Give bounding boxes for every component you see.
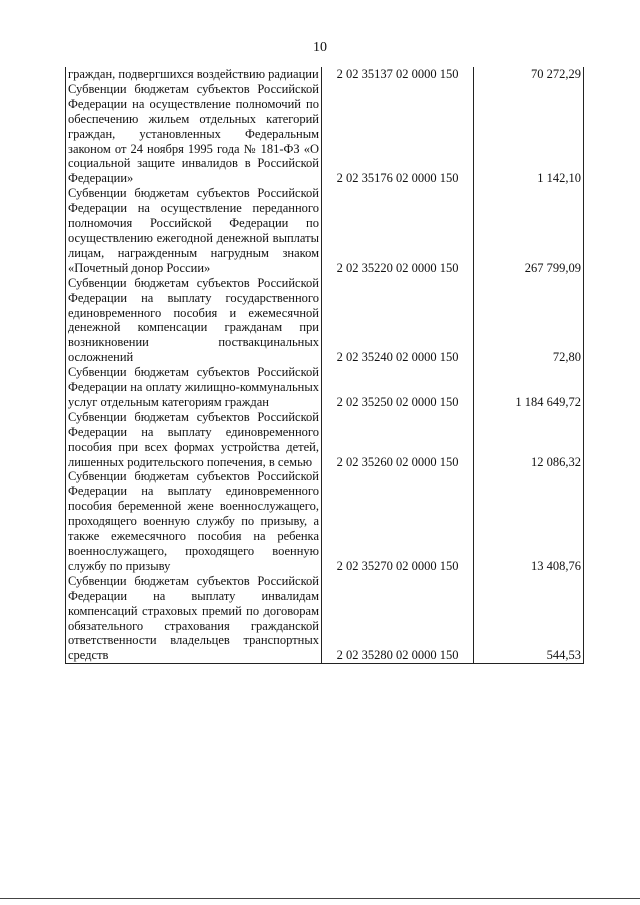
row-name: Субвенции бюджетам субъектов Российской Федерации на осуществление полномочий по обеспечению жильем отдельных категорий граждан, установленных Федеральным законом от 24 ноября 1995 года № 181-ФЗ «О социальной защите инвалидов в Российской Федерации» [66, 82, 322, 186]
row-name: Субвенции бюджетам субъектов Российской Федерации на выплату государственного единовременного пособия и ежемесячной денежной компенсации гражданам при возникновении поствакцинальных осложнений [66, 276, 322, 365]
row-name: Субвенции бюджетам субъектов Российской Федерации на осуществление переданного полномочия Российской Федерации по осуществлению ежегодной денежной выплаты лицам, награжденным нагрудным знаком «Почетный донор России» [66, 186, 322, 275]
row-name: Субвенции бюджетам субъектов Российской Федерации на выплату единовременного пособия при всех формах устройства детей, лишенных родительского попечения, в семью [66, 410, 322, 470]
table-row [66, 469, 584, 573]
table-row [66, 574, 584, 664]
table-row [66, 276, 584, 365]
table-row [66, 365, 584, 410]
budget-table [65, 67, 584, 664]
row-name: Субвенции бюджетам субъектов Российской Федерации на оплату жилищно-коммунальных услуг отдельным категориям граждан [66, 365, 322, 410]
row-code: 2 02 35137 02 0000 150 [322, 67, 474, 82]
row-code: 2 02 35270 02 0000 150 [322, 469, 474, 573]
row-name: граждан, подвергшихся воздействию радиации [66, 67, 322, 82]
row-code: 2 02 35240 02 0000 150 [322, 276, 474, 365]
row-name: Субвенции бюджетам субъектов Российской Федерации на выплату единовременного пособия беременной жене военнослужащего, проходящего военную службу по призыву, а также ежемесячного пособия на ребенка военнослужащего, проходящего военную службу по призыву [66, 469, 322, 573]
row-amount: 72,80 [474, 276, 584, 365]
row-amount: 1 142,10 [474, 82, 584, 186]
row-code: 2 02 35250 02 0000 150 [322, 365, 474, 410]
row-code: 2 02 35220 02 0000 150 [322, 186, 474, 275]
row-amount: 70 272,29 [474, 67, 584, 82]
row-amount: 544,53 [474, 574, 584, 664]
table-row [66, 410, 584, 470]
row-name: Субвенции бюджетам субъектов Российской Федерации на выплату инвалидам компенсаций страховых премий по договорам обязательного страхования гражданской ответственности владельцев транспортных средств [66, 574, 322, 664]
row-amount: 267 799,09 [474, 186, 584, 275]
row-code: 2 02 35260 02 0000 150 [322, 410, 474, 470]
row-amount: 1 184 649,72 [474, 365, 584, 410]
row-amount: 13 408,76 [474, 469, 584, 573]
row-code: 2 02 35176 02 0000 150 [322, 82, 474, 186]
table-row [66, 186, 584, 275]
table-row [66, 67, 584, 82]
table-row [66, 82, 584, 186]
page-number: 10 [313, 40, 327, 55]
row-code: 2 02 35280 02 0000 150 [322, 574, 474, 664]
page-bottom-rule [0, 898, 640, 899]
row-amount: 12 086,32 [474, 410, 584, 470]
